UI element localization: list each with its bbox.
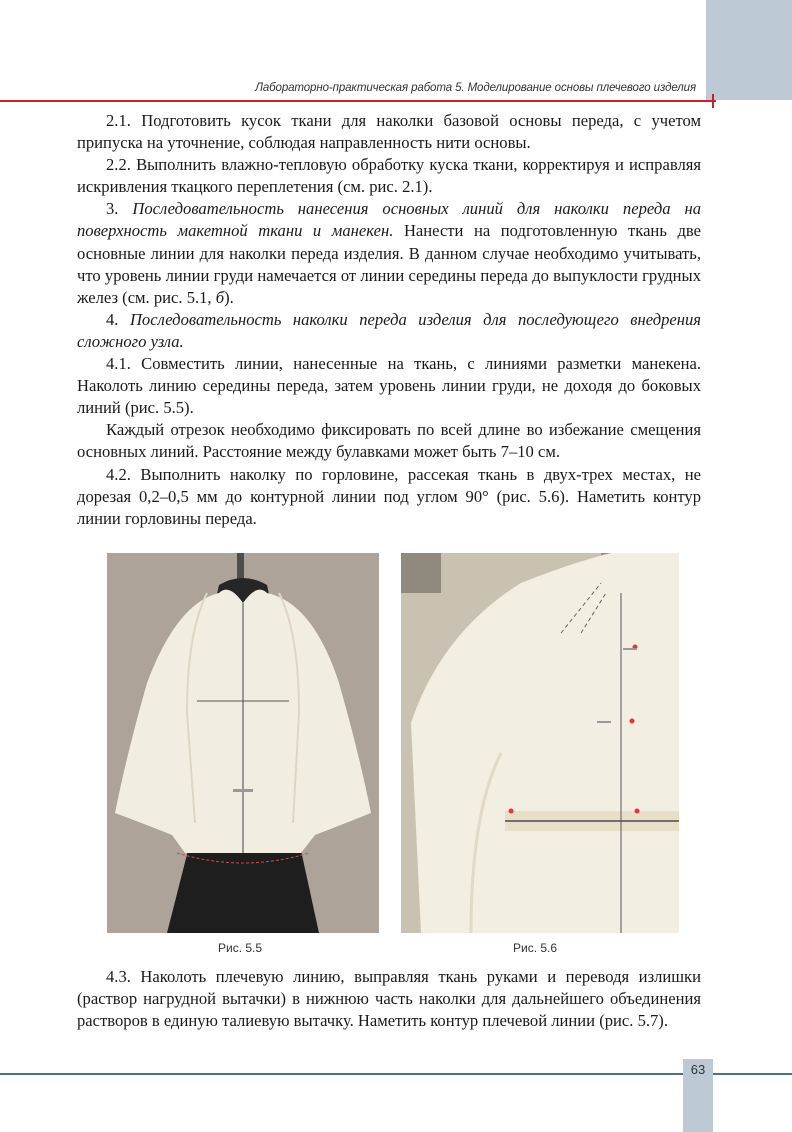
paragraph-3 xyxy=(77,198,701,308)
figure-5-6 xyxy=(401,553,679,933)
paragraph-3-italic: Последовательность нанесения основных линий для наколки переда на поверхность макетной ткани и манекен. xyxy=(77,199,701,241)
paragraph-4-3: 4.3. Наколоть плечевую линию, выправляя ткань руками и переводя излишки (раствор нагрудной вытачки) в нижнюю часть наколки для дальнейшего объединения растворов в единую талиевую вытачку. Наметить контур плечевой линии (рис. 5.7). xyxy=(77,967,701,1031)
figure-5-5-caption: Рис. 5.5 xyxy=(218,941,263,955)
figure-5-6-photo xyxy=(401,553,679,933)
paragraph-4-1: 4.1. Совместить линии, нанесенные на ткань, с линиями разметки манекена. Наколоть линию середины переда, затем уровень линии груди, не доходя до боковых линий (рис. 5.5). xyxy=(77,354,701,418)
figure-5-5 xyxy=(107,553,379,933)
header-tick xyxy=(712,94,714,108)
paragraph-4-2: 4.2. Выполнить наколку по горловине, рассекая ткань в двух-трех местах, не дорезая 0,2–0,5 мм до контурной линии под углом 90° (рис. 5.6). Наметить контур линии горловины переда. xyxy=(77,464,701,528)
figure-5-6-caption: Рис. 5.6 xyxy=(513,941,558,955)
main-text xyxy=(77,110,701,530)
paragraph-2-2: 2.2. Выполнить влажно-тепловую обработку куска ткани, корректируя и исправляя искривления ткацкого переплетения (см. рис. 2.1). xyxy=(77,155,701,197)
paragraph-3-end: ). xyxy=(224,287,234,307)
corner-decoration xyxy=(706,0,792,100)
paragraph-3-ref: б xyxy=(215,287,225,307)
continued-text xyxy=(77,966,701,1032)
paragraph-pins: Каждый отрезок необходимо фиксировать по всей длине во избежание смещения основных линий. Расстояние между булавками может быть 7–10 см. xyxy=(77,420,701,462)
paragraph-2-1: 2.1. Подготовить кусок ткани для наколки базовой основы переда, с учетом припуска на уточнение, соблюдая направленность нити основы. xyxy=(77,111,701,153)
paragraph-4 xyxy=(77,309,701,353)
paragraph-4-italic: Последовательность наколки переда изделия для последующего внедрения сложного узла. xyxy=(77,309,701,351)
header-rule xyxy=(0,100,716,102)
paragraph-3-number: 3. xyxy=(106,199,119,219)
paragraph-3-text: Нанести на подготовленную ткань две основные линии для наколки переда изделия. В данном случае необходимо учитывать, что уровень линии груди намечается от линии середины переда до выпуклости грудных желез (см. рис. 5.1, xyxy=(77,221,701,307)
paragraph-4-number: 4. xyxy=(106,309,119,329)
figure-5-5-photo xyxy=(107,553,379,933)
running-header: Лабораторно-практическая работа 5. Моделирование основы плечевого изделия xyxy=(255,82,696,94)
page-number: 63 xyxy=(690,1062,706,1077)
footer-rule xyxy=(0,1073,792,1075)
